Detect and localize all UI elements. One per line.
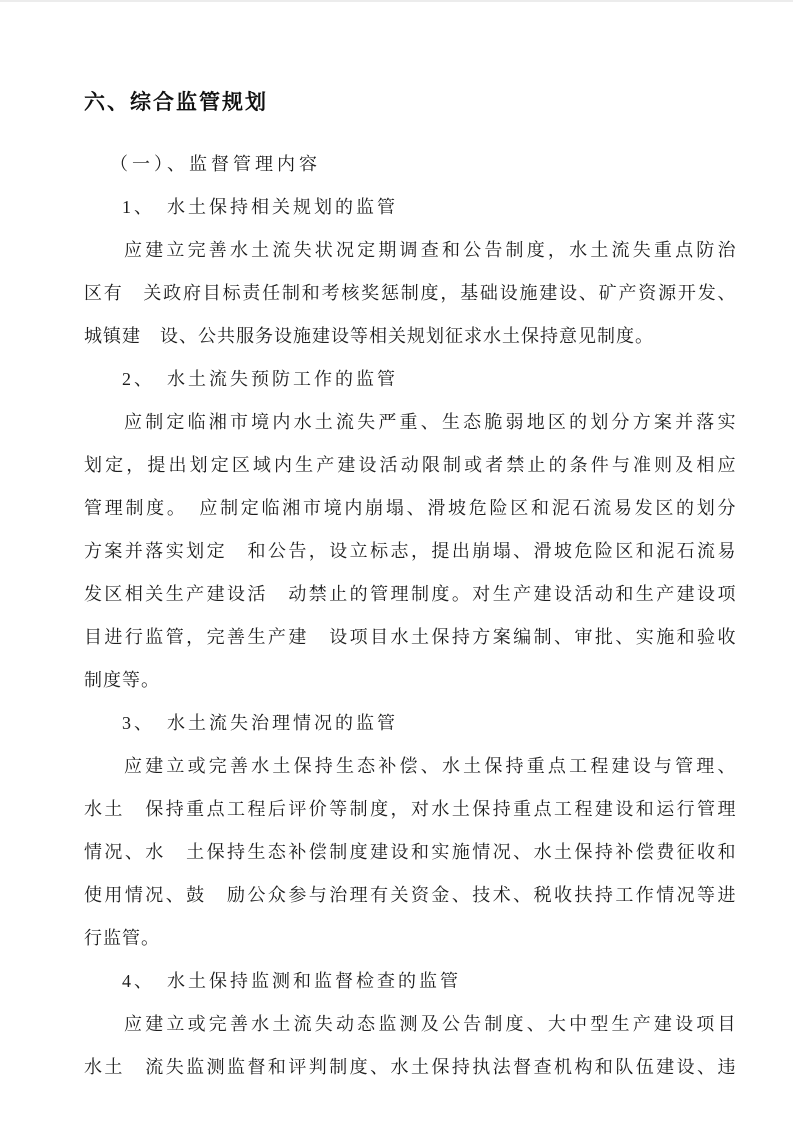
item-1-paragraph-line-1: 应建立完善水土流失状况定期调查和公告制度，水土流失重点防治	[124, 240, 736, 260]
item-3-paragraph-line-3: 情况、水 土保持生态补偿制度建设和实施情况、水土保持补偿费征收和	[84, 842, 736, 862]
item-2-heading: 2、 水土流失预防工作的监管	[122, 369, 398, 389]
section-heading: （一）、监督管理内容	[110, 154, 321, 174]
item-2-paragraph-line-6: 目进行监管，完善生产建 设项目水土保持方案编制、审批、实施和验收	[84, 627, 736, 647]
document-title: 六、综合监管规划	[84, 91, 268, 114]
item-3-paragraph-line-4: 使用情况、鼓 励公众参与治理有关资金、技术、税收扶持工作情况等进	[84, 885, 736, 905]
page-top-edge	[0, 0, 793, 2]
item-3-paragraph-line-2: 水土 保持重点工程后评价等制度，对水土保持重点工程建设和运行管理	[84, 799, 736, 819]
item-3-heading: 3、 水土流失治理情况的监管	[122, 713, 398, 733]
item-2-paragraph-line-1: 应制定临湘市境内水土流失严重、生态脆弱地区的划分方案并落实	[124, 412, 736, 432]
item-4-heading: 4、 水土保持监测和监督检查的监管	[122, 971, 461, 991]
document-content	[84, 88, 736, 1089]
item-2-paragraph-line-4: 方案并落实划定 和公告，设立标志，提出崩塌、滑坡危险区和泥石流易	[84, 541, 736, 561]
item-1-paragraph-line-3: 城镇建 设、公共服务设施建设等相关规划征求水土保持意见制度。	[84, 326, 654, 346]
item-1-paragraph-line-2: 区有 关政府目标责任制和考核奖惩制度，基础设施建设、矿产资源开发、	[84, 283, 736, 303]
item-2-paragraph-line-5: 发区相关生产建设活 动禁止的管理制度。对生产建设活动和生产建设项	[84, 584, 736, 604]
item-4-paragraph-line-2: 水土 流失监测监督和评判制度、水土保持执法督查机构和队伍建设、违	[84, 1057, 736, 1077]
item-2-paragraph-line-3: 管理制度。 应制定临湘市境内崩塌、滑坡危险区和泥石流易发区的划分	[84, 498, 736, 518]
item-2-paragraph-line-7: 制度等。	[84, 670, 160, 690]
item-3-paragraph-line-1: 应建立或完善水土保持生态补偿、水土保持重点工程建设与管理、	[124, 756, 736, 776]
item-4-paragraph-line-1: 应建立或完善水土流失动态监测及公告制度、大中型生产建设项目	[124, 1014, 736, 1034]
item-3-paragraph-line-5: 行监管。	[84, 928, 160, 948]
item-1-heading: 1、 水土保持相关规划的监管	[122, 197, 398, 217]
item-2-paragraph-line-2: 划定，提出划定区域内生产建设活动限制或者禁止的条件与准则及相应	[84, 455, 736, 475]
